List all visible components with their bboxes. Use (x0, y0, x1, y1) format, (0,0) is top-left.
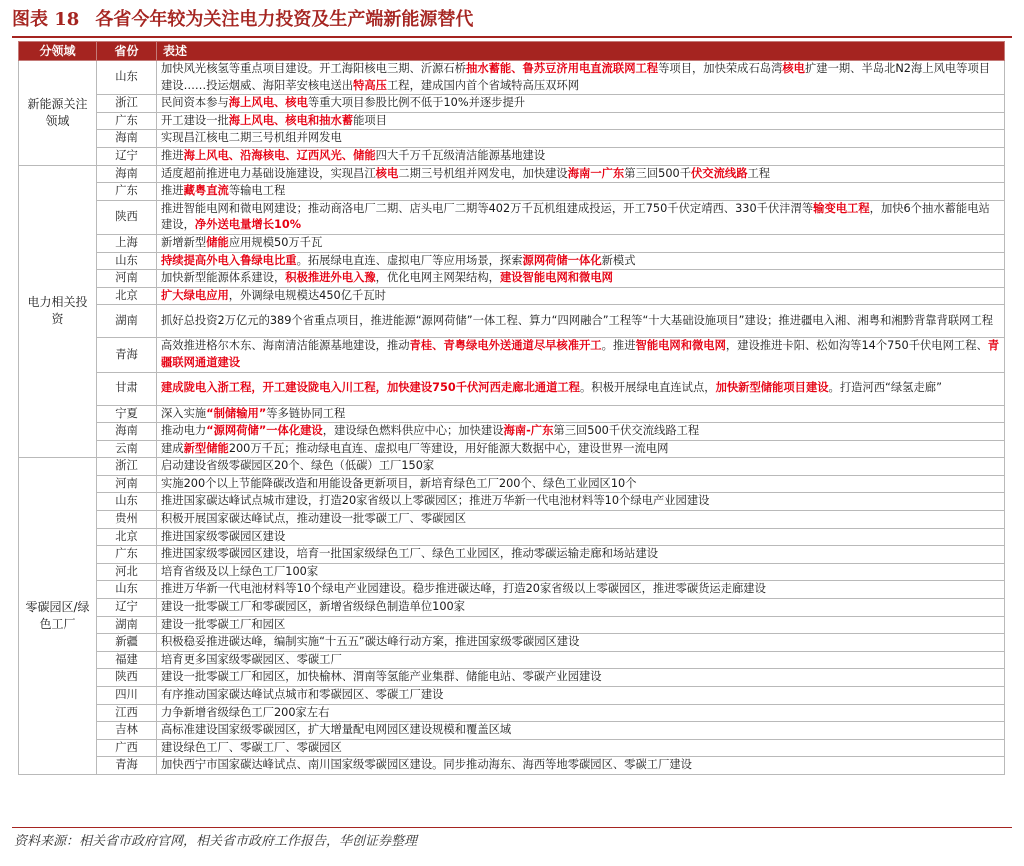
description-cell (157, 112, 1005, 130)
description-text: 能项目 (353, 113, 387, 127)
table-row (19, 200, 1005, 234)
title-rule (12, 36, 1012, 38)
table-row (19, 130, 1005, 148)
description-text: 。打造河西“绿氢走廊” (828, 381, 942, 395)
description-text: 推进万华新一代电池材料等10个绿电产业园建设。稳步推进碳达峰，打造20家省级以上零碳园区，推进零碳货运走廊建设 (161, 582, 766, 596)
description-text: 建设绿色工厂、零碳工厂、零碳园区 (161, 740, 342, 754)
description-text: 第三回500千伏交流线路工程 (553, 424, 700, 438)
description-cell (157, 252, 1005, 270)
table-row (19, 722, 1005, 740)
table-row (19, 669, 1005, 687)
description-text: 深入实施 (161, 406, 207, 420)
province-cell: 广西 (97, 739, 157, 757)
highlight-text: “源网荷储”一体化建设 (206, 424, 323, 438)
description-text: 推进国家级零碳园区建设，培育一批国家级绿色工厂、绿色工业园区，推动零碳运输走廊和场站建设 (161, 547, 659, 561)
table-row (19, 183, 1005, 201)
description-text: 扩建一期、半岛北N2海上风电等项目建设……投运烟威、海阳莘安核电送出 (161, 62, 991, 92)
description-cell (157, 722, 1005, 740)
table-row (19, 372, 1005, 405)
table-row (19, 165, 1005, 183)
description-text: 第三回500千 (624, 166, 691, 180)
province-cell: 河北 (97, 563, 157, 581)
description-text: 开工建设一批 (161, 113, 229, 127)
table-row (19, 338, 1005, 372)
figure-title: 各省今年较为关注电力投资及生产端新能源替代 (95, 9, 474, 30)
highlight-text: 青疆联网通道建设 (161, 339, 1000, 369)
table-row (19, 458, 1005, 476)
table-row (19, 704, 1005, 722)
domain-cell: 电力相关投资 (19, 165, 97, 458)
description-text: 等项目，加快荣成石岛湾 (658, 62, 783, 75)
description-cell (157, 147, 1005, 165)
table-row (19, 95, 1005, 113)
table-row (19, 581, 1005, 599)
description-cell (157, 528, 1005, 546)
province-cell: 广东 (97, 183, 157, 201)
description-text: 二期三号机组并网发电，加快建设 (398, 166, 568, 180)
description-text: 积极开展国家碳达峰试点，推动建设一批零碳工厂、零碳园区 (161, 512, 467, 526)
description-cell (157, 651, 1005, 669)
description-text: 加快新型能源体系建设， (161, 271, 286, 285)
description-text: 高效推进格尔木东、海南清洁能源基地建设，推动 (161, 339, 410, 353)
table-row (19, 634, 1005, 652)
description-cell (157, 287, 1005, 305)
table-row (19, 112, 1005, 130)
province-cell: 北京 (97, 528, 157, 546)
province-cell: 浙江 (97, 458, 157, 476)
description-text: 高标准建设国家级零碳园区，扩大增量配电网园区建设规模和覆盖区域 (161, 723, 512, 737)
description-text: 民间资本参与 (161, 96, 229, 110)
province-cell: 山东 (97, 493, 157, 511)
table-row (19, 61, 1005, 95)
description-cell (157, 546, 1005, 564)
description-cell (157, 61, 1005, 95)
province-cell: 江西 (97, 704, 157, 722)
description-cell (157, 616, 1005, 634)
domain-cell: 新能源关注领域 (19, 61, 97, 166)
table-row (19, 757, 1005, 775)
highlight-text: 海南一广东 (567, 166, 625, 180)
highlight-text: 新型储能 (183, 441, 229, 455)
description-text: 建设一批零碳工厂和园区，加快榆林、渭南等氢能产业集群、储能电站、零碳产业园建设 (161, 670, 602, 684)
province-cell: 海南 (97, 165, 157, 183)
description-cell (157, 95, 1005, 113)
table-row (19, 528, 1005, 546)
highlight-text: 海上风电、核电 (228, 96, 308, 110)
province-cell: 青海 (97, 338, 157, 372)
description-text: 培育省级及以上绿色工厂100家 (161, 564, 319, 578)
header-description: 表述 (157, 42, 1005, 61)
description-text: 积极稳妥推进碳达峰，编制实施“十五五”碳达峰行动方案，推进国家级零碳园区建设 (161, 635, 580, 649)
table-row (19, 440, 1005, 458)
highlight-text: 净外送电量增长10% (194, 218, 302, 232)
province-cell: 新疆 (97, 634, 157, 652)
policy-table (18, 41, 1005, 775)
highlight-text: 海上风电、沿海核电、辽西风光、储能 (183, 148, 376, 162)
province-cell: 贵州 (97, 511, 157, 529)
province-cell: 河南 (97, 475, 157, 493)
description-text: 建设一批零碳工厂和零碳园区，新增省级绿色制造单位100家 (161, 600, 465, 614)
province-cell: 辽宁 (97, 599, 157, 617)
description-cell (157, 234, 1005, 252)
table-row (19, 687, 1005, 705)
description-text: 等多链协同工程 (266, 406, 346, 420)
description-text: 推进国家碳达峰试点城市建设，打造20家省级以上零碳园区；推进万华新一代电池材料等10个绿电产业园建设 (161, 494, 710, 508)
description-text: 工程，建成国内首个省域特高压双环网 (386, 78, 580, 92)
table-row (19, 405, 1005, 423)
description-text: ，加快6个抽水蓄能电站建设， (161, 201, 990, 232)
description-text: 力争新增省级绿色工厂200家左右 (161, 705, 330, 719)
description-text: 四大千万千瓦级清洁能源基地建设 (375, 148, 546, 162)
table-row (19, 234, 1005, 252)
description-cell (157, 757, 1005, 775)
description-text: 200万千瓦；推动绿电直连、虚拟电厂等建设，用好能源大数据中心，建设世界一流电网 (228, 441, 669, 455)
highlight-text: 储能 (206, 235, 229, 249)
description-text: 实施200个以上节能降碳改造和用能设备更新项目，新培育绿色工厂200个、绿色工业园区10个 (161, 476, 637, 490)
province-cell: 上海 (97, 234, 157, 252)
highlight-text: 核电 (782, 62, 805, 75)
province-cell: 山东 (97, 252, 157, 270)
source-note: 资料来源：相关省市政府官网，相关省市政府工作报告，华创证券整理 (14, 834, 418, 849)
table-row (19, 147, 1005, 165)
description-text: 推动电力 (161, 424, 207, 438)
description-text: 新模式 (601, 253, 636, 267)
province-cell: 河南 (97, 270, 157, 288)
description-cell (157, 687, 1005, 705)
province-cell: 云南 (97, 440, 157, 458)
province-cell: 宁夏 (97, 405, 157, 423)
highlight-text: 建设智能电网和微电网 (499, 271, 613, 285)
province-cell: 海南 (97, 423, 157, 441)
province-cell: 山东 (97, 61, 157, 95)
table-row (19, 739, 1005, 757)
highlight-text: 智能电网和微电网 (635, 339, 726, 353)
province-cell: 北京 (97, 287, 157, 305)
description-cell (157, 372, 1005, 405)
description-text: 等重大项目参股比例不低于10%并逐步提升 (307, 96, 526, 110)
description-cell (157, 511, 1005, 529)
description-cell (157, 563, 1005, 581)
province-cell: 海南 (97, 130, 157, 148)
table-row (19, 287, 1005, 305)
description-text: 加快风光核氢等重点项目建设。开工海阳核电三期、沂源石桥 (161, 62, 467, 75)
description-text: 推进 (161, 148, 184, 162)
description-text: ，建设推进卡阳、松如沟等14个750千伏电网工程、 (725, 339, 988, 353)
description-cell (157, 130, 1005, 148)
province-cell: 青海 (97, 757, 157, 775)
table-row (19, 616, 1005, 634)
figure-label: 图表 18 (12, 9, 80, 30)
table-row (19, 270, 1005, 288)
description-text: 实现昌江核电二期三号机组并网发电 (161, 131, 342, 145)
description-text: 应用规模50万千瓦 (228, 235, 323, 249)
figure-title-bar (12, 6, 1012, 34)
highlight-text: 抽水蓄能、鲁苏豆济用电直流联网工程 (466, 62, 659, 75)
description-cell (157, 475, 1005, 493)
description-cell (157, 338, 1005, 372)
highlight-text: 积极推进外电入豫 (285, 271, 376, 285)
description-cell (157, 493, 1005, 511)
table-row (19, 493, 1005, 511)
province-cell: 浙江 (97, 95, 157, 113)
description-cell (157, 669, 1005, 687)
table-header-row (19, 42, 1005, 61)
source-rule (12, 827, 1012, 828)
description-text: 推进智能电网和微电网建设；推动商洛电厂二期、店头电厂二期等402万千瓦机组建成投运，开工750千伏定靖西、330千伏沣渭等 (161, 201, 814, 215)
highlight-text: 加快新型储能项目建设 (715, 381, 829, 395)
province-cell: 湖南 (97, 616, 157, 634)
province-cell: 广东 (97, 112, 157, 130)
description-cell (157, 423, 1005, 441)
table-row (19, 651, 1005, 669)
description-text: 培育更多国家级零碳园区、零碳工厂 (161, 652, 342, 666)
description-text: 加快西宁市国家碳达峰试点、南川国家级零碳园区建设。同步推动海东、海西等地零碳园区、零碳工厂建设 (161, 758, 692, 772)
highlight-text: 海南-广东 (503, 424, 554, 438)
highlight-text: 藏粤直流 (183, 184, 229, 198)
description-cell (157, 581, 1005, 599)
description-cell (157, 183, 1005, 201)
table-row (19, 423, 1005, 441)
description-text: 启动建设省级零碳园区20个、绿色（低碳）工厂150家 (161, 459, 435, 473)
highlight-text: 特高压 (353, 78, 387, 92)
table-row (19, 511, 1005, 529)
description-cell (157, 440, 1005, 458)
description-cell (157, 405, 1005, 423)
highlight-text: 青桂、青粤绿电外送通道尽早核准开工 (409, 339, 602, 353)
table-row (19, 475, 1005, 493)
table-row (19, 252, 1005, 270)
description-text: 。拓展绿电直连、虚拟电厂等应用场景，探索 (296, 253, 523, 267)
description-text: 建设一批零碳工厂和园区 (161, 617, 286, 631)
table-row (19, 599, 1005, 617)
highlight-text: 核电 (375, 166, 399, 180)
description-cell (157, 458, 1005, 476)
province-cell: 甘肃 (97, 372, 157, 405)
header-province: 省份 (97, 42, 157, 61)
highlight-text: “制储输用” (206, 406, 267, 420)
description-cell (157, 739, 1005, 757)
description-text: 有序推动国家碳达峰试点城市和零碳园区、零碳工厂建设 (161, 688, 444, 701)
table-body (19, 61, 1005, 775)
province-cell: 辽宁 (97, 147, 157, 165)
domain-cell: 零碳园区/绿色工厂 (19, 458, 97, 775)
province-cell: 广东 (97, 546, 157, 564)
description-text: ，外调绿电规模达450亿千瓦时 (228, 288, 386, 302)
highlight-text: 输变电工程 (813, 201, 870, 215)
description-cell (157, 634, 1005, 652)
description-text: 。推进 (601, 339, 636, 353)
description-text: 工程 (747, 166, 771, 180)
description-cell (157, 200, 1005, 234)
highlight-text: 持续提高外电入鲁绿电比重 (161, 253, 297, 267)
highlight-text: 建成陇电入浙工程，开工建设陇电入川工程，加快建设750千伏河西走廊北通道工程 (161, 381, 580, 395)
highlight-text: 源网荷储一体化 (522, 253, 602, 267)
highlight-text: 海上风电、核电和抽水蓄 (228, 113, 354, 127)
province-cell: 湖南 (97, 305, 157, 338)
province-cell: 福建 (97, 651, 157, 669)
highlight-text: 伏交流线路 (691, 166, 748, 180)
header-domain: 分领域 (19, 42, 97, 61)
description-text: ，建设绿色燃料供应中心；加快建设 (322, 424, 504, 438)
description-cell (157, 599, 1005, 617)
province-cell: 陕西 (97, 669, 157, 687)
description-text: 抓好总投资2万亿元的389个省重点项目，推进能源“源网荷储”一体工程、算力“四网融合”工程等“十大基础设施项目”建设；推进疆电入湘、湘粤和湘黔背靠背联网工程 (161, 314, 994, 328)
description-text: 建成 (161, 441, 184, 455)
table-row (19, 563, 1005, 581)
description-text: 推进国家级零碳园区建设 (161, 529, 286, 543)
description-cell (157, 165, 1005, 183)
description-cell (157, 270, 1005, 288)
description-text: 新增新型 (161, 235, 207, 249)
description-cell (157, 305, 1005, 338)
province-cell: 陕西 (97, 200, 157, 234)
province-cell: 四川 (97, 687, 157, 705)
description-text: 推进 (161, 184, 184, 198)
description-cell (157, 704, 1005, 722)
table-row (19, 305, 1005, 338)
table-row (19, 546, 1005, 564)
description-text: 等输电工程 (228, 184, 286, 198)
description-text: 。积极开展绿电直连试点， (579, 381, 716, 395)
province-cell: 吉林 (97, 722, 157, 740)
description-text: ，优化电网主网架结构， (375, 271, 500, 285)
province-cell: 山东 (97, 581, 157, 599)
highlight-text: 扩大绿电应用 (161, 288, 229, 302)
description-text: 适度超前推进电力基础设施建设，实现昌江 (161, 166, 376, 180)
